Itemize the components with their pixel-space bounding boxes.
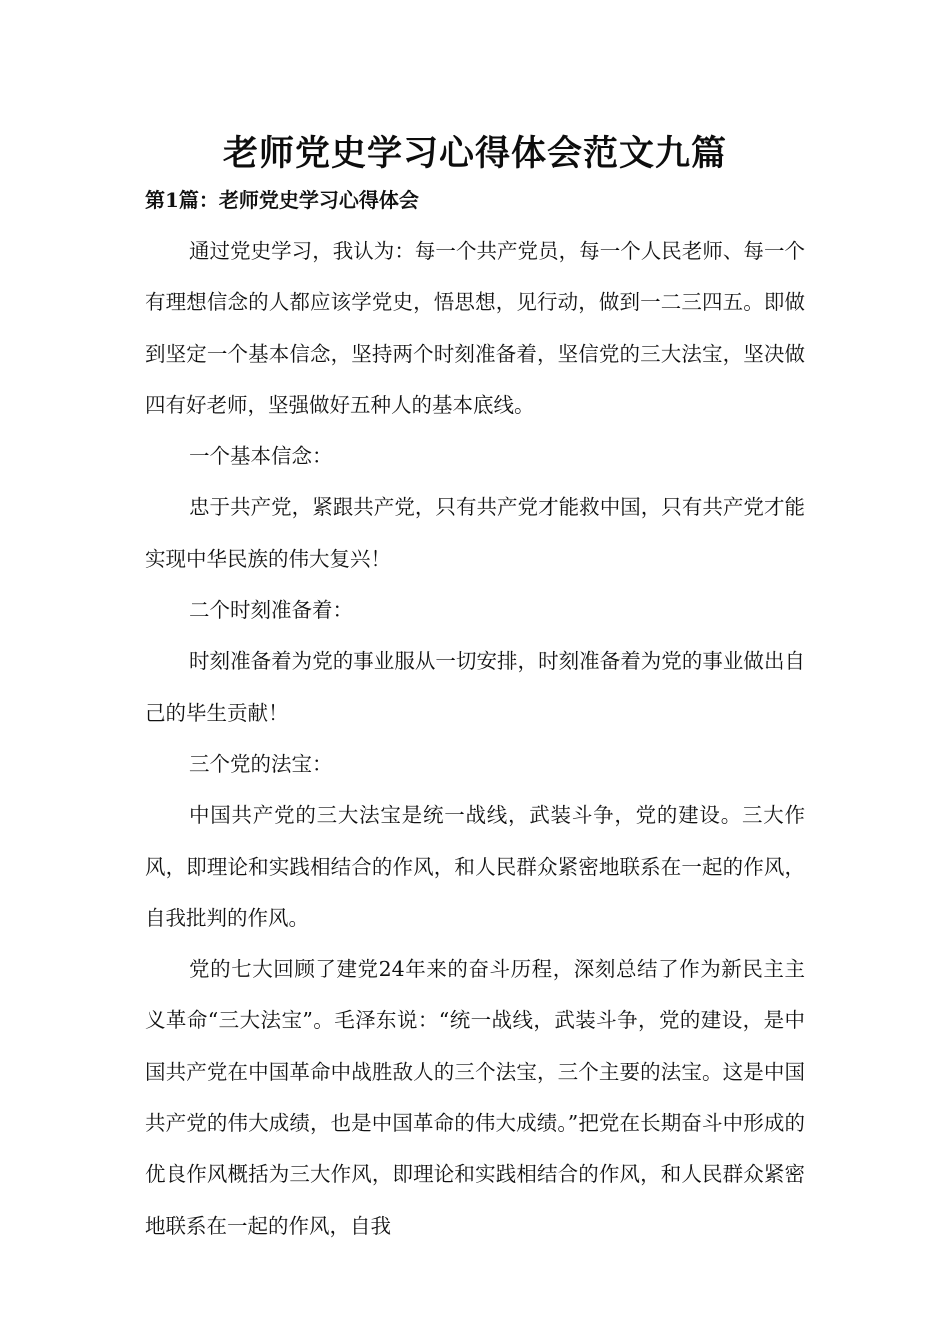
document-body [145, 226, 805, 1252]
body-paragraph: 通过党史学习，我认为：每一个共产党员，每一个人民老师、每一个有理想信念的人都应该学党史，悟思想，见行动，做到一二三四五。即做到坚定一个基本信念，坚持两个时刻准备着，坚信党的三大法宝，坚决做四有好老师，坚强做好五种人的基本底线。 [145, 239, 805, 417]
document-title: 老师党史学习心得体会范文九篇 [222, 134, 727, 174]
body-paragraph: 中国共产党的三大法宝是统一战线，武装斗争，党的建设。三大作风，即理论和实践相结合的作风，和人民群众紧密地联系在一起的作风，自我批判的作风。 [145, 803, 805, 930]
subheading-paragraph: 二个时刻准备着： [189, 598, 353, 623]
subheading-paragraph: 一个基本信念： [189, 444, 333, 469]
body-paragraph: 时刻准备着为党的事业服从一切安排，时刻准备着为党的事业做出自己的毕生贡献！ [145, 649, 805, 725]
subheading-paragraph: 三个党的法宝： [189, 751, 333, 776]
body-paragraph: 党的七大回顾了建党24年来的奋斗历程，深刻总结了作为新民主主义革命“三大法宝”。毛泽东说：“统一战线，武装斗争，党的建设，是中国共产党在中国革命中战胜敌人的三个法宝，三个主要的法宝。这是中国共产党的伟大成绩，也是中国革命的伟大成绩。”把党在长期奋斗中形成的优良作风概括为三大作风，即理论和实践相结合的作风，和人民群众紧密地联系在一起的作风，自我 [145, 957, 805, 1238]
body-paragraph: 忠于共产党，紧跟共产党，只有共产党才能救中国，只有共产党才能实现中华民族的伟大复兴！ [145, 495, 805, 571]
section-heading: 第1篇：老师党史学习心得体会 [145, 188, 419, 212]
